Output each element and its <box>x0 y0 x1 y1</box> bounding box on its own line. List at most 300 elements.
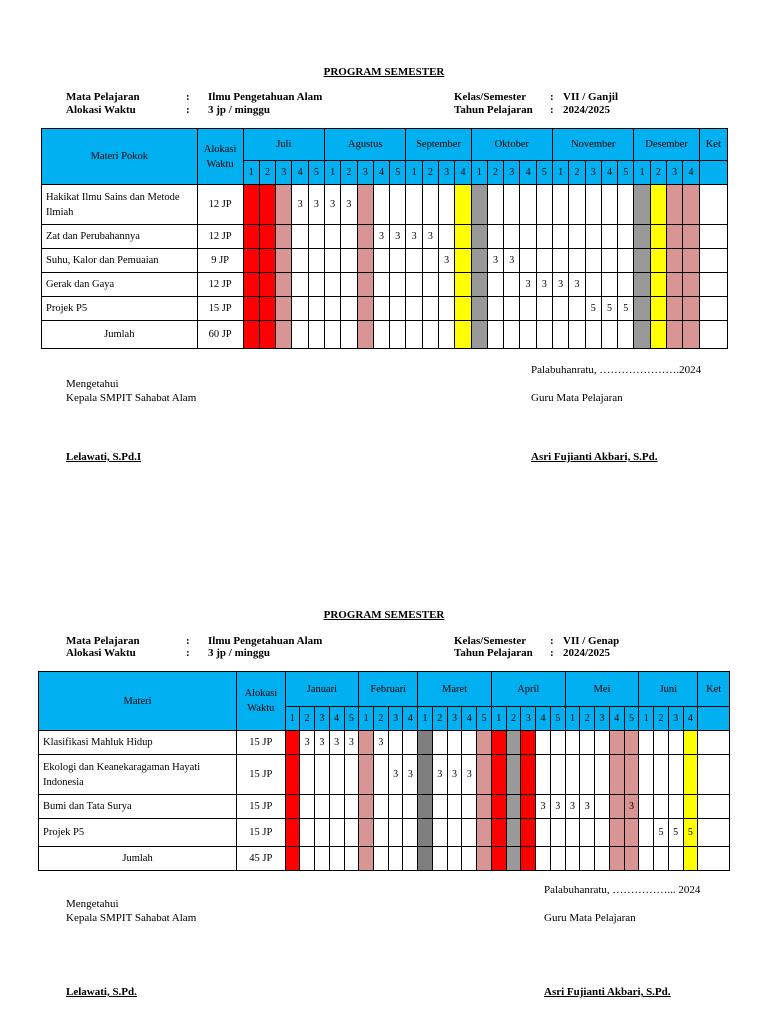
week-cell <box>634 185 650 225</box>
week-cell <box>683 795 698 819</box>
week-cell <box>491 731 506 755</box>
week-cell <box>536 185 552 225</box>
week-cell: 3 <box>373 731 388 755</box>
week-cell <box>601 321 617 349</box>
week-cell <box>373 819 388 847</box>
week-cell: 5 <box>668 819 683 847</box>
col-materi-header: Materi <box>39 672 237 731</box>
week-cell <box>243 225 259 249</box>
week-cell <box>650 297 666 321</box>
week-cell <box>373 795 388 819</box>
week-cell <box>276 249 292 273</box>
colon: : <box>550 635 554 647</box>
week-cell: 3 <box>447 755 462 795</box>
alokasi-cell: 15 JP <box>237 755 286 795</box>
week-cell <box>491 847 506 871</box>
week-cell: 3 <box>315 731 330 755</box>
week-cell <box>634 297 650 321</box>
week-cell <box>432 847 447 871</box>
week-cell: 5 <box>618 297 634 321</box>
week-cell <box>618 225 634 249</box>
week-number: 5 <box>477 707 492 731</box>
week-cell <box>667 185 683 225</box>
week-cell <box>373 297 389 321</box>
teacher-title: Guru Mata Pelajaran <box>531 392 623 404</box>
week-cell: 3 <box>553 273 569 297</box>
week-number: 4 <box>683 161 699 185</box>
week-cell: 3 <box>422 225 438 249</box>
week-cell: 3 <box>344 731 359 755</box>
week-number: 2 <box>422 161 438 185</box>
week-number: 1 <box>285 707 300 731</box>
week-cell <box>292 297 308 321</box>
week-cell <box>471 185 487 225</box>
week-cell <box>406 321 422 349</box>
week-cell <box>650 321 666 349</box>
week-cell <box>418 847 433 871</box>
week-cell <box>668 795 683 819</box>
week-cell <box>585 185 601 225</box>
week-cell: 3 <box>300 731 315 755</box>
week-cell <box>373 249 389 273</box>
week-cell <box>536 755 551 795</box>
week-cell <box>455 321 471 349</box>
materi-cell: Suhu, Kalor dan Pemuaian <box>42 249 198 273</box>
year-value: 2024/2025 <box>563 647 611 659</box>
week-cell <box>477 819 492 847</box>
week-cell <box>324 225 340 249</box>
class-value: VII / Ganjil <box>563 91 619 103</box>
materi-cell: Zat dan Perubahannya <box>42 225 198 249</box>
materi-cell: Gerak dan Gaya <box>42 273 198 297</box>
week-number: 4 <box>462 707 477 731</box>
week-cell <box>618 185 634 225</box>
week-cell <box>344 795 359 819</box>
week-cell <box>403 795 418 819</box>
week-number: 1 <box>418 707 433 731</box>
month-header: Oktober <box>471 129 552 161</box>
week-number: 2 <box>341 161 357 185</box>
week-cell <box>668 755 683 795</box>
acknowledge-text: Mengetahui <box>66 378 119 390</box>
week-cell <box>406 249 422 273</box>
week-cell <box>308 249 324 273</box>
week-cell <box>536 321 552 349</box>
week-cell <box>373 273 389 297</box>
week-cell: 5 <box>683 819 698 847</box>
week-number: 4 <box>536 707 551 731</box>
week-cell <box>455 225 471 249</box>
week-cell <box>609 755 624 795</box>
week-cell <box>447 731 462 755</box>
week-cell <box>243 249 259 273</box>
week-cell <box>624 847 639 871</box>
week-cell <box>521 755 536 795</box>
principal-title: Kepala SMPIT Sahabat Alam <box>66 392 197 404</box>
col-ket-header: Ket <box>698 672 730 707</box>
week-cell <box>521 795 536 819</box>
week-cell <box>683 755 698 795</box>
class-label: Kelas/Semester <box>454 635 527 647</box>
week-cell <box>259 225 275 249</box>
week-cell <box>654 731 669 755</box>
week-cell <box>418 731 433 755</box>
week-number: 1 <box>553 161 569 185</box>
week-cell <box>308 321 324 349</box>
week-cell <box>300 819 315 847</box>
week-number: 4 <box>292 161 308 185</box>
week-cell <box>520 225 536 249</box>
week-cell: 3 <box>536 795 551 819</box>
week-cell <box>565 731 580 755</box>
week-cell <box>324 321 340 349</box>
week-cell <box>455 185 471 225</box>
week-cell <box>276 225 292 249</box>
week-cell <box>471 297 487 321</box>
week-cell <box>565 819 580 847</box>
week-cell <box>276 321 292 349</box>
week-cell: 3 <box>504 249 520 273</box>
week-cell <box>654 755 669 795</box>
week-cell <box>550 755 565 795</box>
principal-name: Lelawati, S.Pd. <box>66 986 137 998</box>
teacher-name: Asri Fujianti Akbari, S.Pd. <box>544 986 671 998</box>
week-cell <box>650 225 666 249</box>
week-cell <box>324 297 340 321</box>
week-cell <box>422 249 438 273</box>
week-number: 2 <box>654 707 669 731</box>
week-cell <box>595 795 610 819</box>
total-value: 60 JP <box>197 321 243 349</box>
week-cell <box>520 185 536 225</box>
week-cell <box>341 321 357 349</box>
materi-cell: Projek P5 <box>39 819 237 847</box>
week-number: 2 <box>506 707 521 731</box>
week-cell: 3 <box>439 249 455 273</box>
week-cell <box>357 321 373 349</box>
week-cell <box>359 731 374 755</box>
week-cell <box>580 731 595 755</box>
week-cell <box>292 321 308 349</box>
ket-cell <box>699 273 727 297</box>
week-cell <box>373 321 389 349</box>
ket-cell <box>699 225 727 249</box>
colon: : <box>186 635 190 647</box>
teacher-name: Asri Fujianti Akbari, S.Pd. <box>531 451 658 463</box>
week-cell <box>618 321 634 349</box>
week-cell <box>506 755 521 795</box>
week-cell <box>341 225 357 249</box>
week-number: 5 <box>536 161 552 185</box>
week-cell <box>609 795 624 819</box>
week-cell <box>506 731 521 755</box>
week-cell <box>357 273 373 297</box>
week-cell <box>341 297 357 321</box>
table-row <box>39 819 730 847</box>
materi-cell: Ekologi dan Keanekaragaman Hayati Indonesia <box>39 755 237 795</box>
week-number: 3 <box>668 707 683 731</box>
week-cell <box>357 185 373 225</box>
place-date: Palabuhanratu, ………………….2024 <box>531 364 702 376</box>
week-number: 1 <box>491 707 506 731</box>
week-cell <box>418 795 433 819</box>
week-cell: 3 <box>487 249 503 273</box>
materi-cell: Klasifikasi Mahluk Hidup <box>39 731 237 755</box>
table-row <box>39 755 730 795</box>
subject-value: Ilmu Pengetahuan Alam <box>208 91 323 103</box>
week-cell <box>504 225 520 249</box>
week-cell <box>585 249 601 273</box>
week-cell <box>668 847 683 871</box>
week-cell <box>683 297 699 321</box>
ket-cell <box>699 321 727 349</box>
week-number: 1 <box>406 161 422 185</box>
materi-cell: Projek P5 <box>42 297 198 321</box>
week-cell <box>683 185 699 225</box>
week-cell <box>601 185 617 225</box>
principal-title: Kepala SMPIT Sahabat Alam <box>66 912 197 924</box>
week-number: 2 <box>569 161 585 185</box>
year-label: Tahun Pelajaran <box>454 647 533 659</box>
week-cell <box>455 249 471 273</box>
week-cell <box>618 273 634 297</box>
week-cell <box>634 321 650 349</box>
week-cell <box>595 819 610 847</box>
week-cell <box>390 297 406 321</box>
week-cell <box>618 249 634 273</box>
week-number: 3 <box>521 707 536 731</box>
week-cell <box>471 273 487 297</box>
week-cell: 3 <box>520 273 536 297</box>
week-cell <box>359 755 374 795</box>
week-number: 2 <box>373 707 388 731</box>
week-cell <box>667 249 683 273</box>
week-number: 3 <box>504 161 520 185</box>
table-row <box>42 273 728 297</box>
week-cell <box>595 755 610 795</box>
week-cell <box>477 731 492 755</box>
month-header: April <box>491 672 565 707</box>
week-cell <box>344 755 359 795</box>
allocation-value: 3 jp / minggu <box>208 104 271 116</box>
week-cell <box>683 731 698 755</box>
week-number: 3 <box>315 707 330 731</box>
week-cell <box>373 755 388 795</box>
week-cell <box>439 225 455 249</box>
week-cell <box>536 847 551 871</box>
week-cell <box>504 321 520 349</box>
week-cell <box>569 185 585 225</box>
week-number: 3 <box>276 161 292 185</box>
teacher-title: Guru Mata Pelajaran <box>544 912 636 924</box>
week-cell: 3 <box>432 755 447 795</box>
week-cell <box>329 795 344 819</box>
week-cell: 5 <box>654 819 669 847</box>
week-cell <box>487 297 503 321</box>
week-cell <box>683 847 698 871</box>
allocation-value: 3 jp / minggu <box>208 647 271 659</box>
total-label: Jumlah <box>42 321 198 349</box>
week-cell <box>668 731 683 755</box>
week-cell <box>276 185 292 225</box>
week-cell <box>300 847 315 871</box>
week-cell <box>439 273 455 297</box>
acknowledge-text: Mengetahui <box>66 898 119 910</box>
week-cell <box>390 249 406 273</box>
week-cell <box>432 731 447 755</box>
week-cell <box>432 819 447 847</box>
colon: : <box>186 91 190 103</box>
month-header: November <box>553 129 634 161</box>
week-cell <box>432 795 447 819</box>
week-cell <box>487 185 503 225</box>
col-alokasi-header: Alokasi Waktu <box>197 129 243 185</box>
week-number: 1 <box>359 707 374 731</box>
week-cell <box>477 847 492 871</box>
week-cell <box>292 225 308 249</box>
week-cell <box>520 321 536 349</box>
materi-cell: Hakikat Ilmu Sains dan Metode Ilmiah <box>42 185 198 225</box>
week-cell <box>550 847 565 871</box>
week-cell <box>388 731 403 755</box>
week-cell <box>609 847 624 871</box>
week-cell <box>373 847 388 871</box>
week-cell <box>285 731 300 755</box>
week-cell <box>650 273 666 297</box>
week-cell <box>580 819 595 847</box>
week-cell <box>285 755 300 795</box>
week-cell <box>403 819 418 847</box>
week-cell <box>536 819 551 847</box>
week-cell <box>521 847 536 871</box>
week-cell <box>506 819 521 847</box>
col-alokasi-header: Alokasi Waktu <box>237 672 286 731</box>
week-number: 5 <box>618 161 634 185</box>
week-cell <box>315 755 330 795</box>
alokasi-cell: 15 JP <box>237 795 286 819</box>
week-cell <box>609 819 624 847</box>
ket-cell <box>699 185 727 225</box>
week-cell <box>341 273 357 297</box>
week-cell: 3 <box>565 795 580 819</box>
class-label: Kelas/Semester <box>454 91 527 103</box>
week-number: 5 <box>390 161 406 185</box>
week-number: 4 <box>373 161 389 185</box>
week-cell: 3 <box>390 225 406 249</box>
week-number: 5 <box>308 161 324 185</box>
week-cell <box>439 321 455 349</box>
week-cell <box>259 273 275 297</box>
week-cell: 3 <box>580 795 595 819</box>
colon: : <box>186 647 190 659</box>
week-cell <box>491 795 506 819</box>
week-cell <box>634 225 650 249</box>
week-cell <box>455 297 471 321</box>
week-cell <box>308 297 324 321</box>
week-cell <box>259 297 275 321</box>
week-cell <box>388 847 403 871</box>
week-cell <box>506 795 521 819</box>
week-cell <box>422 273 438 297</box>
subject-label: Mata Pelajaran <box>66 635 140 647</box>
week-cell <box>477 795 492 819</box>
week-cell <box>536 225 552 249</box>
year-value: 2024/2025 <box>563 104 611 116</box>
week-cell <box>553 185 569 225</box>
week-number: 5 <box>344 707 359 731</box>
week-number: 5 <box>624 707 639 731</box>
week-cell <box>329 847 344 871</box>
week-cell <box>406 297 422 321</box>
week-cell <box>439 185 455 225</box>
week-cell <box>601 225 617 249</box>
week-cell <box>390 273 406 297</box>
col-ket-header: Ket <box>699 129 727 161</box>
week-number: 1 <box>324 161 340 185</box>
week-cell <box>388 795 403 819</box>
week-cell <box>506 847 521 871</box>
week-number: 2 <box>580 707 595 731</box>
alokasi-cell: 12 JP <box>197 273 243 297</box>
colon: : <box>550 91 554 103</box>
week-cell <box>634 273 650 297</box>
week-cell <box>243 273 259 297</box>
week-cell <box>580 755 595 795</box>
colon: : <box>186 104 190 116</box>
year-label: Tahun Pelajaran <box>454 104 533 116</box>
week-cell <box>292 273 308 297</box>
week-cell <box>447 795 462 819</box>
week-cell <box>344 819 359 847</box>
week-cell <box>504 273 520 297</box>
week-number: 1 <box>639 707 654 731</box>
week-cell: 3 <box>308 185 324 225</box>
week-cell <box>357 297 373 321</box>
page-title: PROGRAM SEMESTER <box>323 66 445 78</box>
week-cell: 3 <box>292 185 308 225</box>
week-cell <box>683 249 699 273</box>
week-cell <box>390 321 406 349</box>
ket-cell <box>698 847 730 871</box>
week-number: 4 <box>520 161 536 185</box>
subject-label: Mata Pelajaran <box>66 91 140 103</box>
week-cell <box>569 225 585 249</box>
week-cell <box>403 731 418 755</box>
week-number: 2 <box>432 707 447 731</box>
week-cell <box>487 321 503 349</box>
week-cell <box>565 847 580 871</box>
week-cell <box>373 185 389 225</box>
week-cell <box>357 249 373 273</box>
week-number: 3 <box>357 161 373 185</box>
alokasi-cell: 15 JP <box>237 731 286 755</box>
week-number: 2 <box>487 161 503 185</box>
week-cell <box>683 273 699 297</box>
total-value: 45 JP <box>237 847 286 871</box>
week-number: 3 <box>595 707 610 731</box>
week-cell <box>300 795 315 819</box>
week-cell <box>667 273 683 297</box>
alokasi-cell: 9 JP <box>197 249 243 273</box>
week-cell <box>243 185 259 225</box>
week-cell <box>422 321 438 349</box>
week-number: 1 <box>565 707 580 731</box>
week-cell <box>344 847 359 871</box>
week-cell <box>553 321 569 349</box>
week-number: 3 <box>585 161 601 185</box>
week-cell <box>601 273 617 297</box>
week-cell <box>315 847 330 871</box>
